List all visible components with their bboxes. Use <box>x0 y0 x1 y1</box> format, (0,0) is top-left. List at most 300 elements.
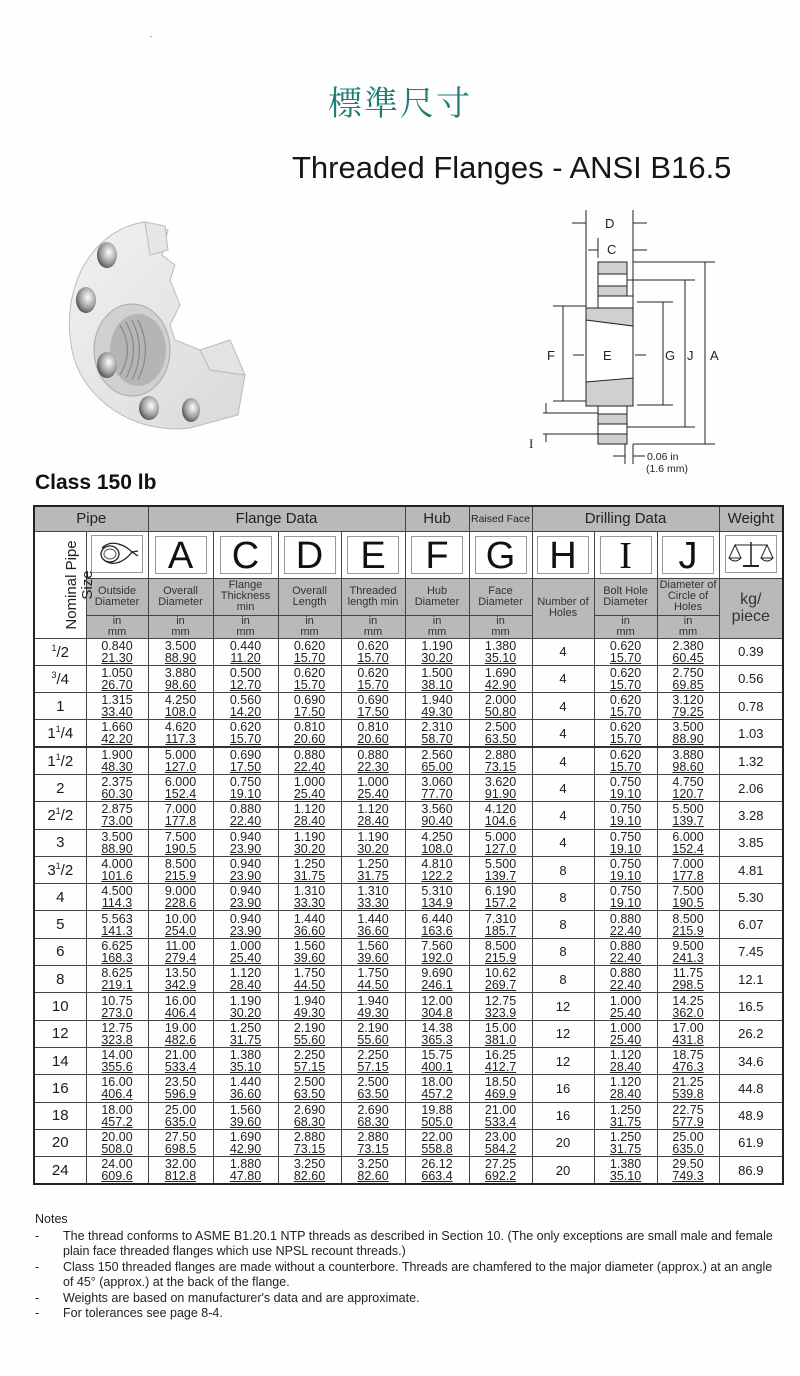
cell-od: 1.315 33.40 <box>86 693 148 720</box>
letter-f: F <box>411 536 463 574</box>
cell-f: 1.190 30.20 <box>405 638 469 665</box>
pipe-icon <box>91 535 143 573</box>
unit-a: in mm <box>148 615 213 638</box>
unit-e: in mm <box>341 615 405 638</box>
cell-h: 12 <box>532 1020 594 1047</box>
cell-g: 10.62 269.7 <box>469 966 532 993</box>
nominal-size-cell: $^1$/2 <box>34 638 86 665</box>
cell-g: 16.25 412.7 <box>469 1047 532 1074</box>
cell-od: 18.00 457.2 <box>86 1102 148 1129</box>
cell-i: 0.750 19.10 <box>594 829 657 856</box>
cell-i: 0.620 15.70 <box>594 665 657 692</box>
cell-od: 1.050 26.70 <box>86 665 148 692</box>
cell-c: 0.940 23.90 <box>213 884 278 911</box>
cell-c: 1.690 42.90 <box>213 1129 278 1156</box>
cell-od: 1.900 48.30 <box>86 747 148 774</box>
cell-e: 2.880 73.15 <box>341 1129 405 1156</box>
cell-f: 4.250 108.0 <box>405 829 469 856</box>
cell-e: 1.000 25.40 <box>341 774 405 801</box>
cell-od: 5.563 141.3 <box>86 911 148 938</box>
cell-e: 2.500 63.50 <box>341 1075 405 1102</box>
cell-e: 2.250 57.15 <box>341 1047 405 1074</box>
nominal-size-cell: $1^1/2$ <box>34 747 86 774</box>
letter-e: E <box>347 536 399 574</box>
header-bolt-circle-diameter: Diameter of Circle of Holes <box>657 578 719 615</box>
cell-e: 2.190 55.60 <box>341 1020 405 1047</box>
cell-c: 0.440 11.20 <box>213 638 278 665</box>
cell-a: 11.00 279.4 <box>148 938 213 965</box>
unit-od: in mm <box>86 615 148 638</box>
cell-f: 2.310 58.70 <box>405 720 469 747</box>
cell-i: 0.620 15.70 <box>594 638 657 665</box>
cell-c: 0.500 12.70 <box>213 665 278 692</box>
cell-e: 0.810 20.60 <box>341 720 405 747</box>
table-body <box>34 638 783 1184</box>
cell-i: 0.880 22.40 <box>594 911 657 938</box>
flange-dimensions-table <box>33 505 784 1185</box>
nominal-size-cell: 18 <box>34 1102 86 1129</box>
cell-i: 1.000 25.40 <box>594 1020 657 1047</box>
cell-a: 9.000 228.6 <box>148 884 213 911</box>
cell-e: 1.560 39.60 <box>341 938 405 965</box>
cell-a: 32.00 812.8 <box>148 1157 213 1184</box>
note-item: - The thread conforms to ASME B1.20.1 NTP threads as described in Section 10. (The only exceptions are small male and female plain face threaded flanges which use NPSL recount threads.) <box>35 1228 773 1258</box>
flange-cross-section-diagram <box>525 198 765 478</box>
cell-j: 18.75 476.3 <box>657 1047 719 1074</box>
cell-i: 0.750 19.10 <box>594 884 657 911</box>
cell-a: 7.500 190.5 <box>148 829 213 856</box>
cell-j: 9.500 241.3 <box>657 938 719 965</box>
cell-h: 4 <box>532 802 594 829</box>
table-row <box>34 884 783 911</box>
cell-od: 16.00 406.4 <box>86 1075 148 1102</box>
stray-dot <box>150 36 152 37</box>
cell-a: 21.00 533.4 <box>148 1047 213 1074</box>
label-g: G <box>665 348 676 363</box>
label-f: F <box>547 348 555 363</box>
cell-od: 12.75 323.8 <box>86 1020 148 1047</box>
letter-g: G <box>475 536 527 574</box>
page-title-chinese: 標準尺寸 <box>328 84 472 124</box>
cell-e: 1.310 33.30 <box>341 884 405 911</box>
cell-i: 0.620 15.70 <box>594 720 657 747</box>
table-row <box>34 1020 783 1047</box>
cell-a: 13.50 342.9 <box>148 966 213 993</box>
cell-h: 4 <box>532 665 594 692</box>
cell-h: 16 <box>532 1075 594 1102</box>
page-title: Threaded Flanges - ANSI B16.5 <box>292 150 732 185</box>
cell-j: 14.25 362.0 <box>657 993 719 1020</box>
cell-w: 3.28 <box>719 802 783 829</box>
header-threaded-length: Threaded length min <box>341 578 405 615</box>
cell-od: 0.840 21.30 <box>86 638 148 665</box>
header-outside-diameter: Outside Diameter <box>86 578 148 615</box>
cell-a: 4.250 108.0 <box>148 693 213 720</box>
class-heading: Class 150 lb <box>35 471 157 494</box>
header-weight-unit: kg/ piece <box>719 578 783 638</box>
cell-j: 29.50 749.3 <box>657 1157 719 1184</box>
table-row <box>34 720 783 747</box>
cell-c: 1.440 36.60 <box>213 1075 278 1102</box>
cell-d: 1.000 25.40 <box>278 774 341 801</box>
note-item: - Class 150 threaded flanges are made without a counterbore. Threads are chamfered to the major diameter (approx.) at an angle of 45° (approx.) at the back of the flange. <box>35 1259 773 1289</box>
nominal-size-cell: 8 <box>34 966 86 993</box>
cell-od: 4.500 114.3 <box>86 884 148 911</box>
cell-f: 2.560 65.00 <box>405 747 469 774</box>
cell-d: 1.190 30.20 <box>278 829 341 856</box>
note-item: - Weights are based on manufacturer's data and are approximate. <box>35 1290 420 1305</box>
cell-g: 1.380 35.10 <box>469 638 532 665</box>
cell-i: 0.750 19.10 <box>594 856 657 883</box>
cell-g: 15.00 381.0 <box>469 1020 532 1047</box>
cell-h: 4 <box>532 638 594 665</box>
header-number-of-holes: Number of Holes <box>532 578 594 638</box>
cell-i: 1.250 31.75 <box>594 1129 657 1156</box>
cell-od: 1.660 42.20 <box>86 720 148 747</box>
cell-a: 3.500 88.90 <box>148 638 213 665</box>
scale-icon <box>725 535 777 573</box>
unit-j: in mm <box>657 615 719 638</box>
cell-j: 6.000 152.4 <box>657 829 719 856</box>
letter-j: J <box>662 536 714 574</box>
cell-d: 0.620 15.70 <box>278 665 341 692</box>
cell-w: 0.78 <box>719 693 783 720</box>
cell-w: 1.03 <box>719 720 783 747</box>
notes-section <box>35 1212 785 1322</box>
unit-g: in mm <box>469 615 532 638</box>
cell-c: 1.000 25.40 <box>213 938 278 965</box>
cell-h: 4 <box>532 774 594 801</box>
cell-a: 27.50 698.5 <box>148 1129 213 1156</box>
cell-f: 1.940 49.30 <box>405 693 469 720</box>
notes-title: Notes <box>35 1212 68 1226</box>
cell-j: 22.75 577.9 <box>657 1102 719 1129</box>
nominal-size-cell: $3^1/2$ <box>34 856 86 883</box>
cell-w: 26.2 <box>719 1020 783 1047</box>
cell-h: 16 <box>532 1102 594 1129</box>
cell-c: 0.560 14.20 <box>213 693 278 720</box>
table-row <box>34 911 783 938</box>
cell-od: 24.00 609.6 <box>86 1157 148 1184</box>
nominal-size-cell: $^3$/4 <box>34 665 86 692</box>
table-row <box>34 1075 783 1102</box>
cell-w: 1.32 <box>719 747 783 774</box>
header-face-diameter: Face Diameter <box>469 578 532 615</box>
cell-g: 3.620 91.90 <box>469 774 532 801</box>
unit-c: in mm <box>213 615 278 638</box>
cell-f: 7.560 192.0 <box>405 938 469 965</box>
nominal-size-cell: 2 <box>34 774 86 801</box>
cell-d: 2.690 68.30 <box>278 1102 341 1129</box>
cell-i: 0.880 22.40 <box>594 938 657 965</box>
unit-f: in mm <box>405 615 469 638</box>
cell-w: 3.85 <box>719 829 783 856</box>
cell-d: 0.880 22.40 <box>278 747 341 774</box>
cell-j: 3.500 88.90 <box>657 720 719 747</box>
nominal-size-cell: 3 <box>34 829 86 856</box>
cell-j: 3.880 98.60 <box>657 747 719 774</box>
cell-i: 0.750 19.10 <box>594 774 657 801</box>
cell-d: 0.620 15.70 <box>278 638 341 665</box>
nominal-size-cell: 20 <box>34 1129 86 1156</box>
cell-j: 3.120 79.25 <box>657 693 719 720</box>
cell-g: 2.500 63.50 <box>469 720 532 747</box>
cell-f: 19.88 505.0 <box>405 1102 469 1129</box>
cell-od: 14.00 355.6 <box>86 1047 148 1074</box>
note-item: - For tolerances see page 8-4. <box>35 1306 223 1320</box>
cell-a: 6.000 152.4 <box>148 774 213 801</box>
cell-w: 44.8 <box>719 1075 783 1102</box>
cell-w: 0.56 <box>719 665 783 692</box>
cell-h: 4 <box>532 747 594 774</box>
cell-e: 2.690 68.30 <box>341 1102 405 1129</box>
cell-c: 1.190 30.20 <box>213 993 278 1020</box>
cell-e: 0.620 15.70 <box>341 638 405 665</box>
table-row <box>34 1129 783 1156</box>
cell-w: 12.1 <box>719 966 783 993</box>
nominal-size-cell: $1^1/4$ <box>34 720 86 747</box>
cell-f: 14.38 365.3 <box>405 1020 469 1047</box>
cell-g: 2.000 50.80 <box>469 693 532 720</box>
cell-a: 10.00 254.0 <box>148 911 213 938</box>
table-row <box>34 966 783 993</box>
cell-i: 1.380 35.10 <box>594 1157 657 1184</box>
cell-e: 1.250 31.75 <box>341 856 405 883</box>
cell-d: 2.500 63.50 <box>278 1075 341 1102</box>
cell-od: 20.00 508.0 <box>86 1129 148 1156</box>
header-hub-diameter: Hub Diameter <box>405 578 469 615</box>
cell-g: 2.880 73.15 <box>469 747 532 774</box>
cell-h: 4 <box>532 720 594 747</box>
nominal-size-cell: 24 <box>34 1157 86 1184</box>
cell-h: 12 <box>532 1047 594 1074</box>
cell-d: 1.440 36.60 <box>278 911 341 938</box>
table-row <box>34 829 783 856</box>
unit-i: in mm <box>594 615 657 638</box>
nominal-size-cell: 16 <box>34 1075 86 1102</box>
cell-a: 16.00 406.4 <box>148 993 213 1020</box>
cell-c: 1.380 35.10 <box>213 1047 278 1074</box>
cell-a: 25.00 635.0 <box>148 1102 213 1129</box>
group-weight: Weight <box>719 506 783 531</box>
cell-c: 0.690 17.50 <box>213 747 278 774</box>
cell-c: 0.940 23.90 <box>213 856 278 883</box>
cell-w: 5.30 <box>719 884 783 911</box>
cell-i: 0.750 19.10 <box>594 802 657 829</box>
cell-c: 0.620 15.70 <box>213 720 278 747</box>
cell-d: 3.250 82.60 <box>278 1157 341 1184</box>
cell-i: 1.250 31.75 <box>594 1102 657 1129</box>
nominal-size-cell: 14 <box>34 1047 86 1074</box>
cell-e: 0.690 17.50 <box>341 693 405 720</box>
table-row <box>34 1102 783 1129</box>
label-a: A <box>710 348 719 363</box>
cell-a: 3.880 98.60 <box>148 665 213 692</box>
cell-e: 1.750 44.50 <box>341 966 405 993</box>
cell-e: 0.880 22.30 <box>341 747 405 774</box>
label-i: I <box>529 436 534 451</box>
cell-g: 1.690 42.90 <box>469 665 532 692</box>
unit-d: in mm <box>278 615 341 638</box>
cell-w: 0.39 <box>719 638 783 665</box>
cell-w: 34.6 <box>719 1047 783 1074</box>
table-row <box>34 693 783 720</box>
cell-w: 86.9 <box>719 1157 783 1184</box>
cell-h: 20 <box>532 1157 594 1184</box>
cell-f: 15.75 400.1 <box>405 1047 469 1074</box>
table-row <box>34 1047 783 1074</box>
table-row <box>34 1157 783 1184</box>
cell-j: 17.00 431.8 <box>657 1020 719 1047</box>
cell-od: 2.875 73.00 <box>86 802 148 829</box>
cell-j: 4.750 120.7 <box>657 774 719 801</box>
table-row <box>34 638 783 665</box>
cell-e: 1.190 30.20 <box>341 829 405 856</box>
cell-i: 1.000 25.40 <box>594 993 657 1020</box>
cell-c: 1.120 28.40 <box>213 966 278 993</box>
label-e: E <box>603 348 612 363</box>
cell-w: 48.9 <box>719 1102 783 1129</box>
cell-a: 23.50 596.9 <box>148 1075 213 1102</box>
cell-i: 0.620 15.70 <box>594 693 657 720</box>
nominal-size-cell: 6 <box>34 938 86 965</box>
cell-e: 1.940 49.30 <box>341 993 405 1020</box>
cell-c: 1.880 47.80 <box>213 1157 278 1184</box>
nominal-size-cell: $2^1/2$ <box>34 802 86 829</box>
cell-c: 1.250 31.75 <box>213 1020 278 1047</box>
cell-i: 0.620 15.70 <box>594 747 657 774</box>
gap-note-mm: (1.6 mm) <box>646 463 688 475</box>
cell-g: 4.120 104.6 <box>469 802 532 829</box>
cell-a: 7.000 177.8 <box>148 802 213 829</box>
cell-d: 1.310 33.30 <box>278 884 341 911</box>
label-c: C <box>607 242 617 257</box>
cell-od: 6.625 168.3 <box>86 938 148 965</box>
cell-w: 7.45 <box>719 938 783 965</box>
cell-f: 1.500 38.10 <box>405 665 469 692</box>
table-row <box>34 802 783 829</box>
cell-od: 8.625 219.1 <box>86 966 148 993</box>
letter-a: A <box>155 536 207 574</box>
group-pipe: Pipe <box>34 506 148 531</box>
group-flange-data: Flange Data <box>148 506 405 531</box>
header-overall-diameter: Overall Diameter <box>148 578 213 615</box>
cell-w: 4.81 <box>719 856 783 883</box>
cell-j: 21.25 539.8 <box>657 1075 719 1102</box>
table-row <box>34 856 783 883</box>
cell-d: 0.810 20.60 <box>278 720 341 747</box>
cell-d: 1.560 39.60 <box>278 938 341 965</box>
cell-i: 1.120 28.40 <box>594 1047 657 1074</box>
cell-d: 0.690 17.50 <box>278 693 341 720</box>
cell-j: 7.500 190.5 <box>657 884 719 911</box>
cell-g: 6.190 157.2 <box>469 884 532 911</box>
group-drilling-data: Drilling Data <box>532 506 719 531</box>
cell-i: 0.880 22.40 <box>594 966 657 993</box>
table-row <box>34 665 783 692</box>
letter-i: I <box>600 536 652 574</box>
cell-h: 8 <box>532 938 594 965</box>
cell-c: 0.880 22.40 <box>213 802 278 829</box>
cell-a: 5.000 127.0 <box>148 747 213 774</box>
cell-g: 21.00 533.4 <box>469 1102 532 1129</box>
cell-h: 8 <box>532 966 594 993</box>
group-hub: Hub <box>405 506 469 531</box>
cell-g: 23.00 584.2 <box>469 1129 532 1156</box>
gap-note-in: 0.06 in <box>647 451 679 463</box>
cell-h: 12 <box>532 993 594 1020</box>
cell-d: 2.880 73.15 <box>278 1129 341 1156</box>
cell-c: 0.750 19.10 <box>213 774 278 801</box>
nominal-size-cell: 1 <box>34 693 86 720</box>
cell-e: 3.250 82.60 <box>341 1157 405 1184</box>
cell-g: 27.25 692.2 <box>469 1157 532 1184</box>
cell-f: 22.00 558.8 <box>405 1129 469 1156</box>
nominal-pipe-size-header: Nominal Pipe Size <box>34 531 86 638</box>
cell-w: 16.5 <box>719 993 783 1020</box>
nominal-size-cell: 4 <box>34 884 86 911</box>
cell-h: 20 <box>532 1129 594 1156</box>
cell-a: 4.620 117.3 <box>148 720 213 747</box>
cell-c: 0.940 23.90 <box>213 911 278 938</box>
cell-f: 3.060 77.70 <box>405 774 469 801</box>
table-row <box>34 747 783 774</box>
cell-od: 10.75 273.0 <box>86 993 148 1020</box>
letter-h: H <box>537 536 589 574</box>
cell-j: 2.380 60.45 <box>657 638 719 665</box>
cell-d: 1.250 31.75 <box>278 856 341 883</box>
cell-c: 1.560 39.60 <box>213 1102 278 1129</box>
cell-h: 8 <box>532 911 594 938</box>
cell-f: 9.690 246.1 <box>405 966 469 993</box>
cell-c: 0.940 23.90 <box>213 829 278 856</box>
cell-d: 1.120 28.40 <box>278 802 341 829</box>
letter-c: C <box>220 536 272 574</box>
cell-f: 6.440 163.6 <box>405 911 469 938</box>
cell-f: 12.00 304.8 <box>405 993 469 1020</box>
cell-h: 8 <box>532 856 594 883</box>
cell-i: 1.120 28.40 <box>594 1075 657 1102</box>
cell-w: 6.07 <box>719 911 783 938</box>
cell-j: 11.75 298.5 <box>657 966 719 993</box>
header-overall-length: Overall Length <box>278 578 341 615</box>
cell-f: 5.310 134.9 <box>405 884 469 911</box>
cell-j: 8.500 215.9 <box>657 911 719 938</box>
nominal-size-cell: 10 <box>34 993 86 1020</box>
cell-g: 7.310 185.7 <box>469 911 532 938</box>
cell-h: 4 <box>532 829 594 856</box>
cell-f: 4.810 122.2 <box>405 856 469 883</box>
cell-a: 19.00 482.6 <box>148 1020 213 1047</box>
cell-h: 8 <box>532 884 594 911</box>
cell-d: 1.750 44.50 <box>278 966 341 993</box>
cell-j: 2.750 69.85 <box>657 665 719 692</box>
cell-h: 4 <box>532 693 594 720</box>
label-d: D <box>605 216 615 231</box>
cell-f: 18.00 457.2 <box>405 1075 469 1102</box>
letter-d: D <box>284 536 336 574</box>
cell-w: 2.06 <box>719 774 783 801</box>
cell-w: 61.9 <box>719 1129 783 1156</box>
cell-d: 2.190 55.60 <box>278 1020 341 1047</box>
table-row <box>34 774 783 801</box>
cell-e: 0.620 15.70 <box>341 665 405 692</box>
flange-isometric-illustration <box>50 200 270 440</box>
nominal-size-cell: 12 <box>34 1020 86 1047</box>
cell-g: 12.75 323.9 <box>469 993 532 1020</box>
cell-g: 5.000 127.0 <box>469 829 532 856</box>
cell-od: 4.000 101.6 <box>86 856 148 883</box>
